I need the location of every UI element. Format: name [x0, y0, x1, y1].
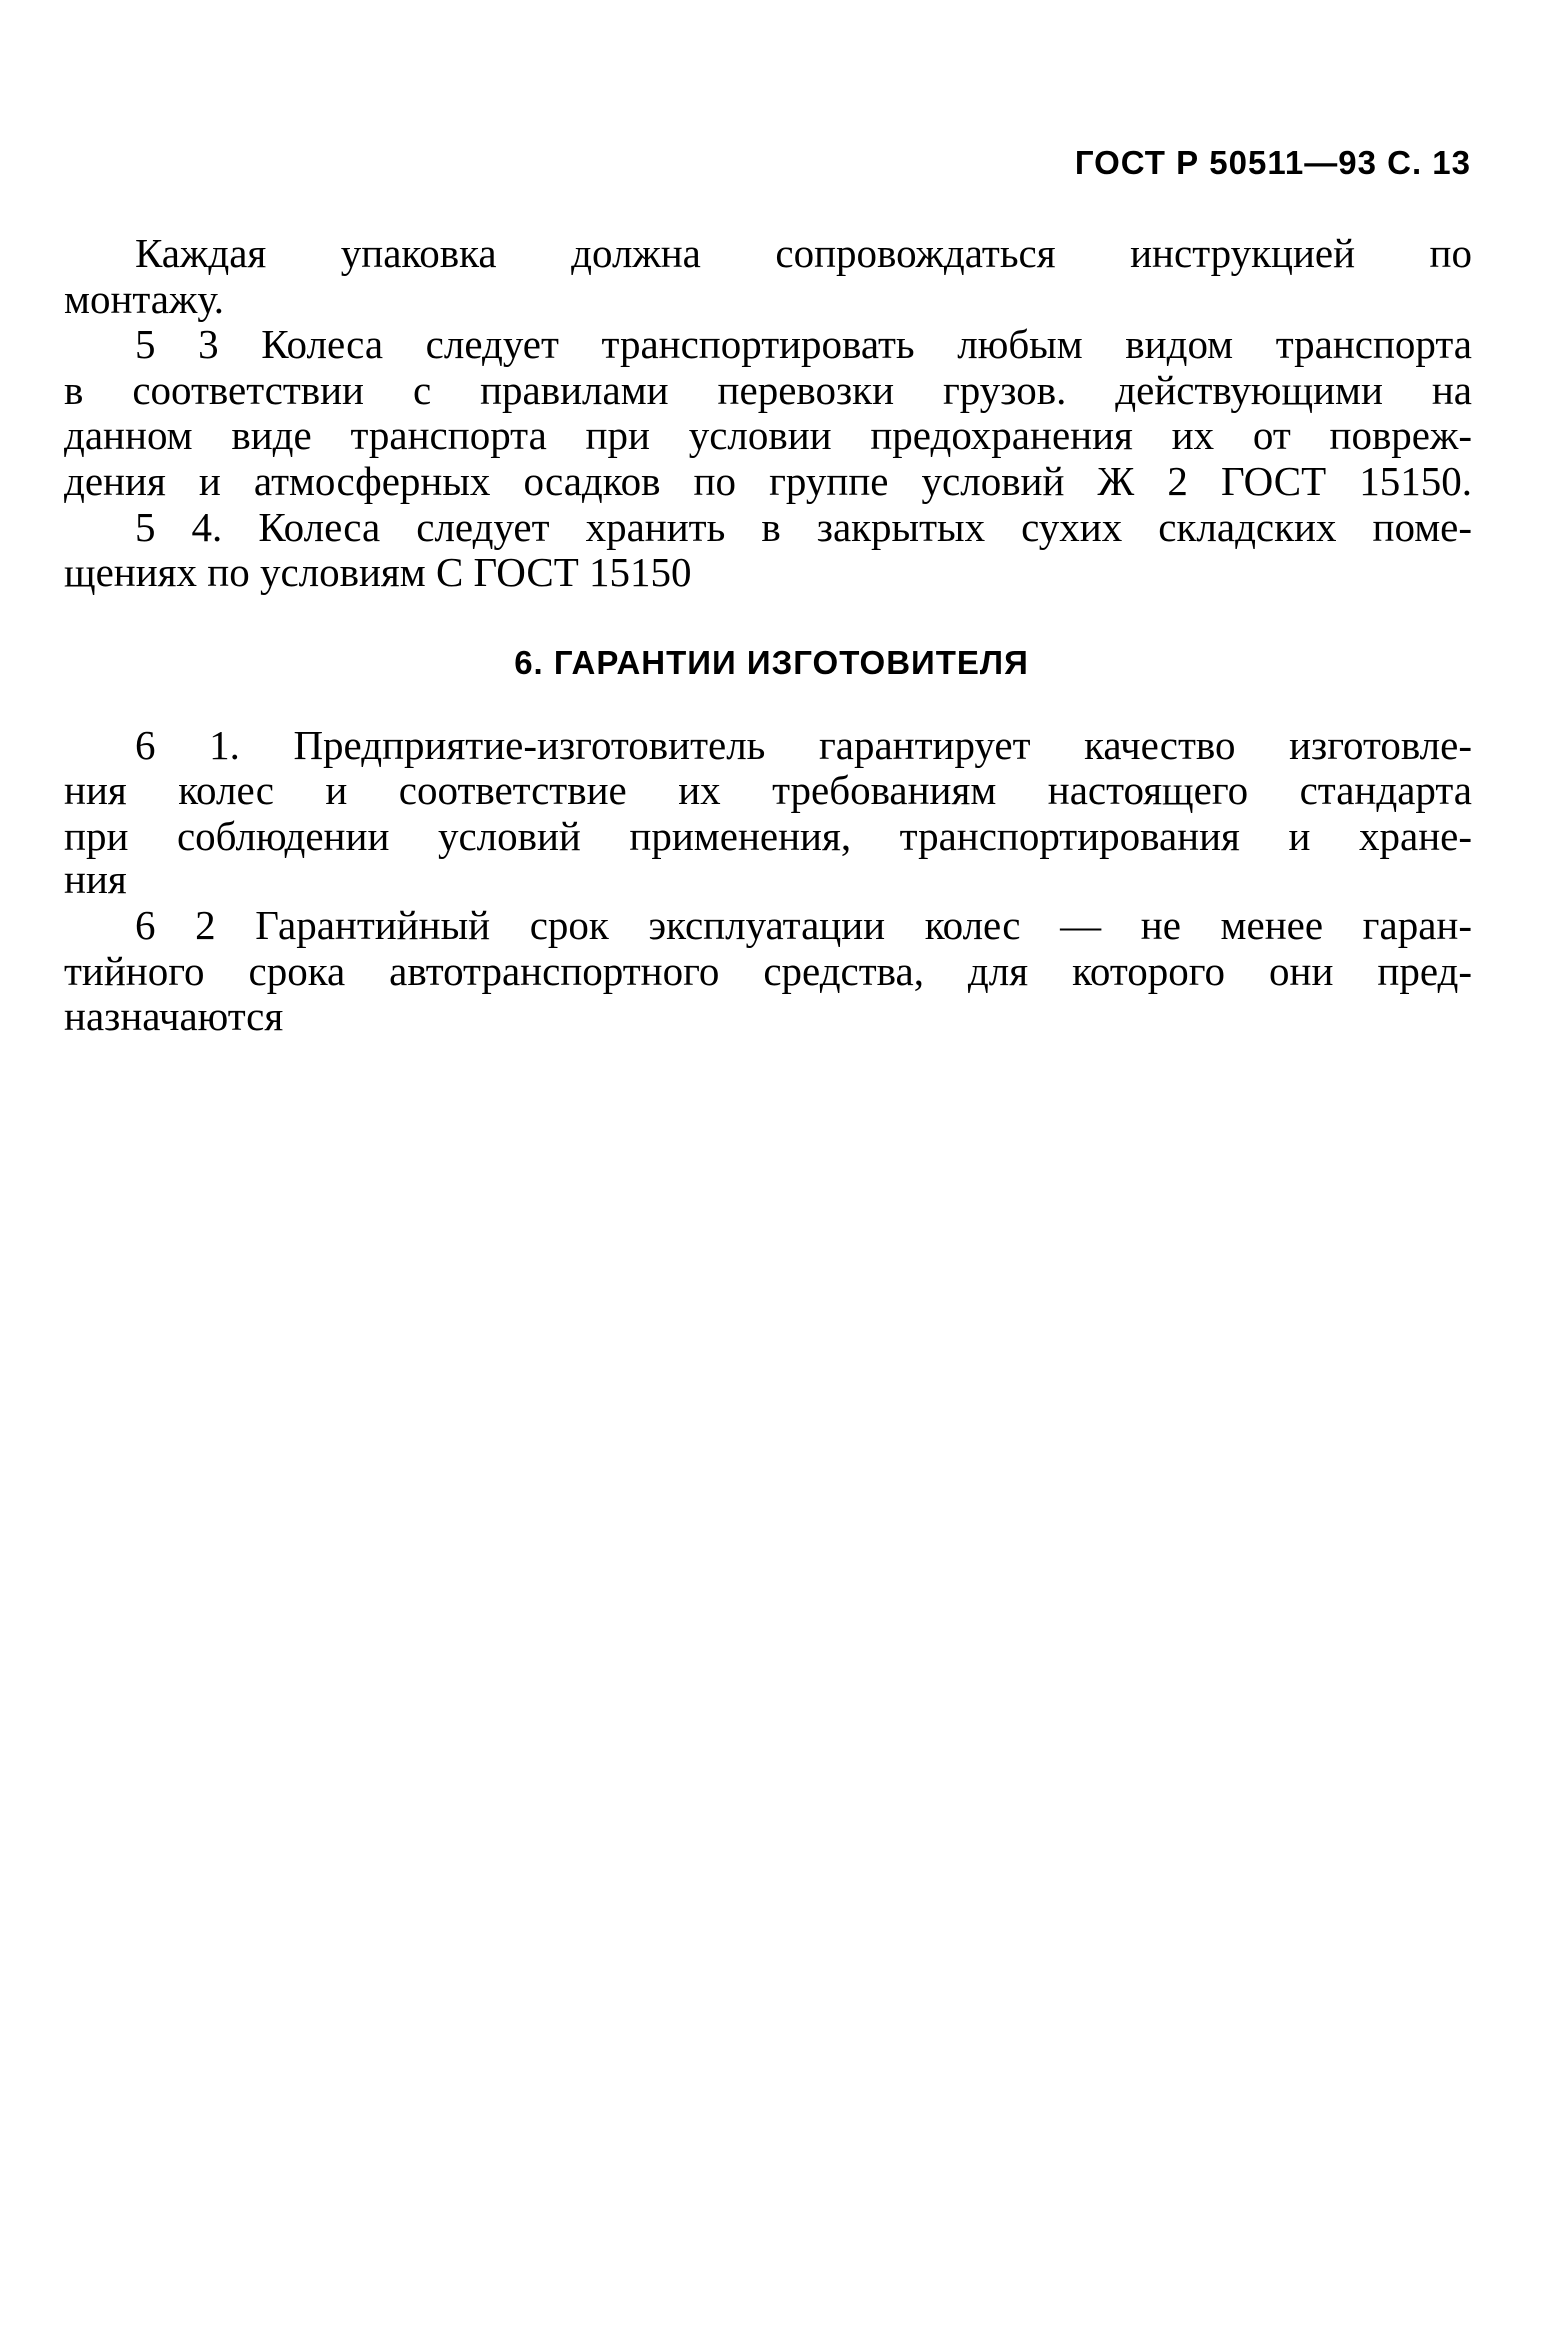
paragraph-line: щениях по условиям С ГОСТ 15150	[64, 549, 692, 595]
paragraph-line: 6 1. Предприятие-изготовитель гарантирует качество изготовле-	[135, 722, 1472, 768]
paragraph-line: ния колес и соответствие их требованиям настоящего стандарта	[64, 767, 1472, 813]
page-header: ГОСТ Р 50511—93 С. 13	[1074, 144, 1471, 181]
paragraph-line: при соблюдении условий применения, транспортирования и хране-	[64, 813, 1472, 859]
paragraph-line: монтажу.	[64, 276, 224, 322]
paragraph-line: 6 2 Гарантийный срок эксплуатации колес — не менее гаран-	[135, 902, 1472, 948]
paragraph-line: в соответствии с правилами перевозки грузов. действующими на	[64, 367, 1472, 413]
paragraph-line: дения и атмосферных осадков по группе условий Ж 2 ГОСТ 15150.	[64, 458, 1472, 504]
paragraph-line: 5 4. Колеса следует хранить в закрытых сухих складских поме-	[135, 504, 1472, 550]
paragraph-line: Каждая упаковка должна сопровождаться инструкцией по	[135, 230, 1472, 276]
paragraph-line: ния	[64, 856, 127, 902]
paragraph-line: данном виде транспорта при условии предохранения их от повреж-	[64, 412, 1472, 458]
paragraph-line: назначаются	[64, 993, 284, 1039]
section-title: 6. ГАРАНТИИ ИЗГОТОВИТЕЛЯ	[514, 644, 1029, 681]
paragraph-line: 5 3 Колеса следует транспортировать любым видом транспорта	[135, 321, 1472, 367]
paragraph-line: тийного срока автотранспортного средства, для которого они пред-	[64, 948, 1472, 994]
